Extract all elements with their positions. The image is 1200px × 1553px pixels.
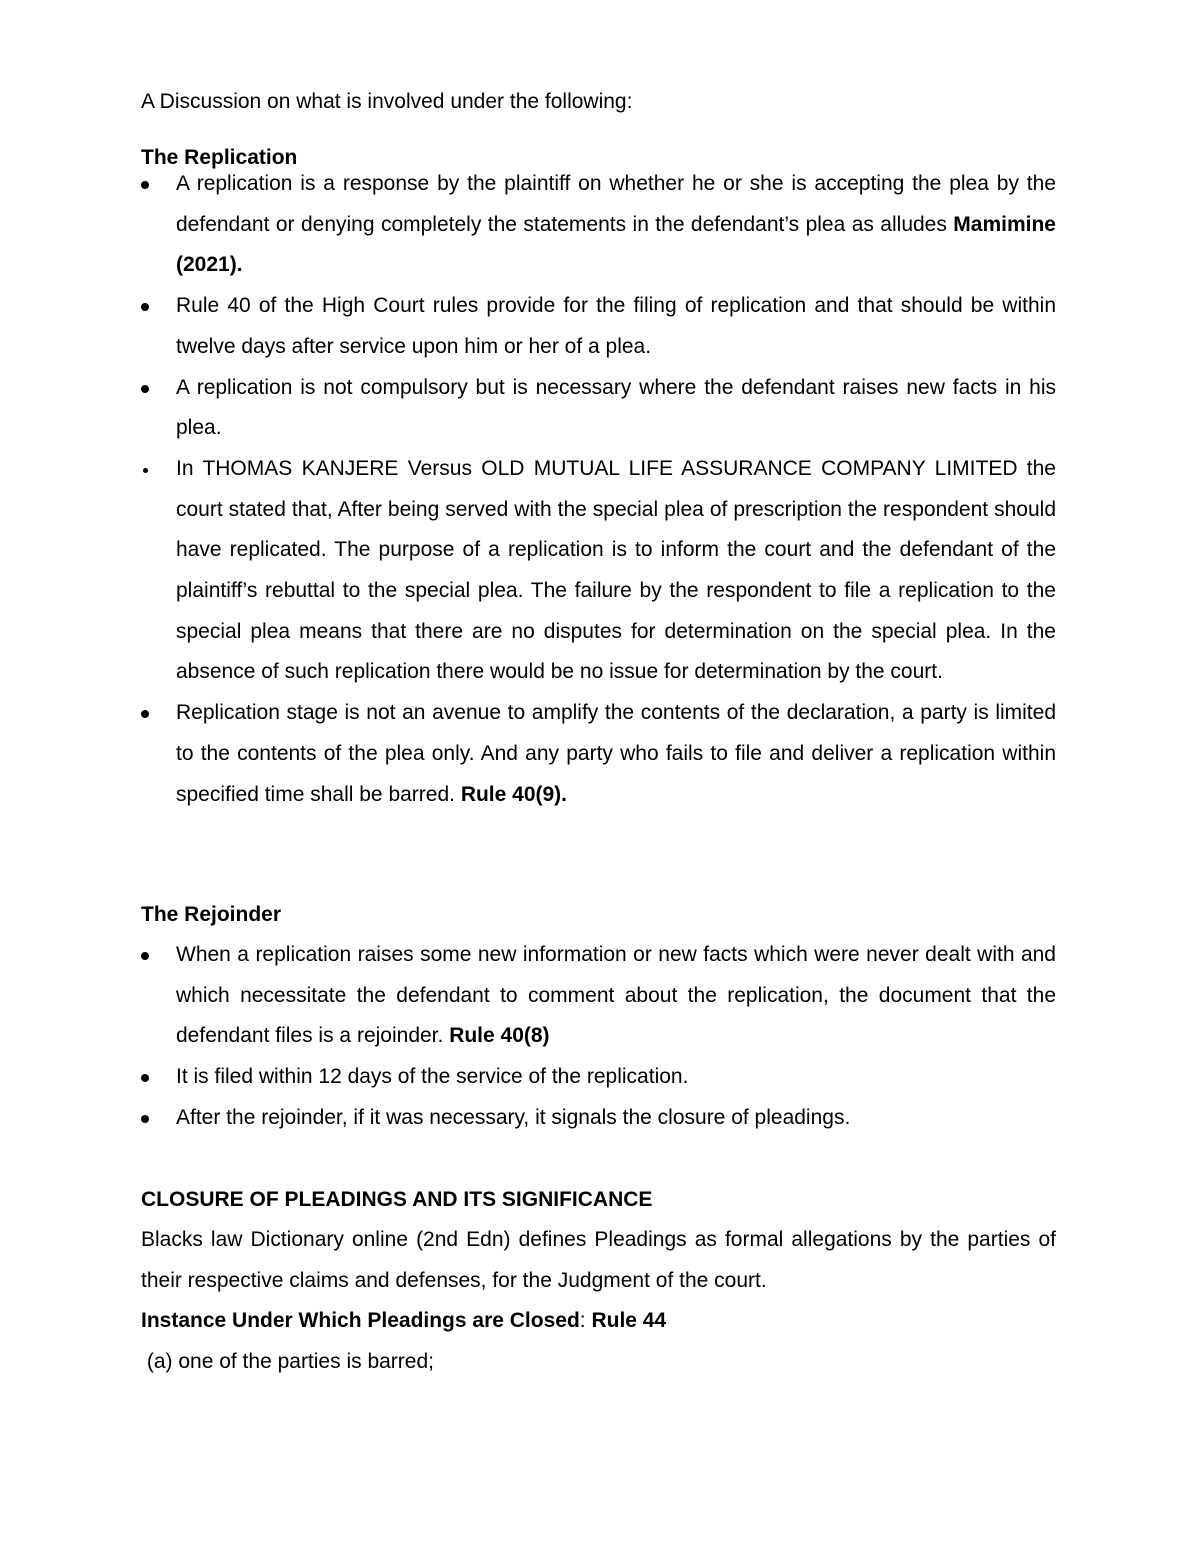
citation: Mamimine (2021). [176, 212, 1056, 277]
bullet-icon [141, 385, 149, 393]
list-item [0, 449, 1056, 693]
bullet-icon [141, 710, 149, 718]
list-item-text: After the rejoinder, if it was necessary, it signals the closure of pleadings. [176, 1105, 851, 1129]
bullet-icon [141, 303, 149, 311]
list-item [0, 935, 1056, 1057]
citation: Rule 40(8) [449, 1024, 550, 1048]
bullet-icon [141, 1074, 149, 1082]
citation: Rule 40(9). [460, 782, 568, 806]
bullet-icon [141, 952, 149, 960]
instance-separator: : [579, 1309, 592, 1332]
instance-item-a: (a) one of the parties is barred; [141, 1350, 434, 1373]
list-item-text: A replication is not compulsory but is necessary where the defendant raises new facts in his plea. [176, 375, 1056, 440]
instance-line [141, 1308, 666, 1334]
instance-rule: Rule 44 [591, 1309, 667, 1332]
bullet-icon [143, 468, 148, 473]
bullet-icon [141, 1115, 149, 1123]
replication-list [0, 164, 1056, 815]
list-item-text: Replication stage is not an avenue to amplify the contents of the declaration, a party is limited to the contents of the plea only. And any party who fails to file and deliver a replication within specified time shall be barred. [176, 701, 1056, 806]
pleadings-definition: Blacks law Dictionary online (2nd Edn) defines Pleadings as formal allegations by the parties of their respective claims and defenses, for the Judgment of the court. [141, 1228, 1056, 1292]
intro-line: A Discussion on what is involved under the following: [141, 90, 633, 113]
list-item-text: It is filed within 12 days of the service of the replication. [176, 1065, 689, 1089]
list-item [0, 286, 1056, 367]
list-item [0, 164, 1056, 286]
list-item [0, 1098, 1056, 1139]
list-item-text: When a replication raises some new information or new facts which were never dealt with and which necessitate the defendant to comment about the replication, the document that the defendant files is a rejoinder. [176, 943, 1056, 1048]
list-item [0, 368, 1056, 449]
list-item [0, 693, 1056, 815]
bullet-icon [141, 181, 149, 189]
closure-heading: CLOSURE OF PLEADINGS AND ITS SIGNIFICANCE [141, 1188, 653, 1211]
list-item-text: In THOMAS KANJERE Versus OLD MUTUAL LIFE ASSURANCE COMPANY LIMITED the court stated that, After being served with the special plea of prescription the respondent should have replicated. The purpose of a replication is to inform the court and the defendant of the plaintiff’s rebuttal to the special plea. The failure by the respondent to file a replication to the special plea means that there are no disputes for determination on the special plea. In the absence of such replication there would be no issue for determination by the court. [176, 456, 1056, 684]
list-item [0, 1057, 1056, 1098]
list-item-text: A replication is a response by the plaintiff on whether he or she is accepting the plea by the defendant or denying completely the statements in the defendant’s plea as alludes [176, 172, 1056, 236]
rejoinder-heading: The Rejoinder [141, 903, 282, 926]
replication-heading: The Replication [141, 146, 298, 169]
instance-label: Instance Under Which Pleadings are Closed [141, 1309, 580, 1332]
rejoinder-list [0, 935, 1056, 1139]
list-item-text: Rule 40 of the High Court rules provide for the filing of replication and that should be within twelve days after service upon him or her of a plea. [176, 294, 1056, 358]
